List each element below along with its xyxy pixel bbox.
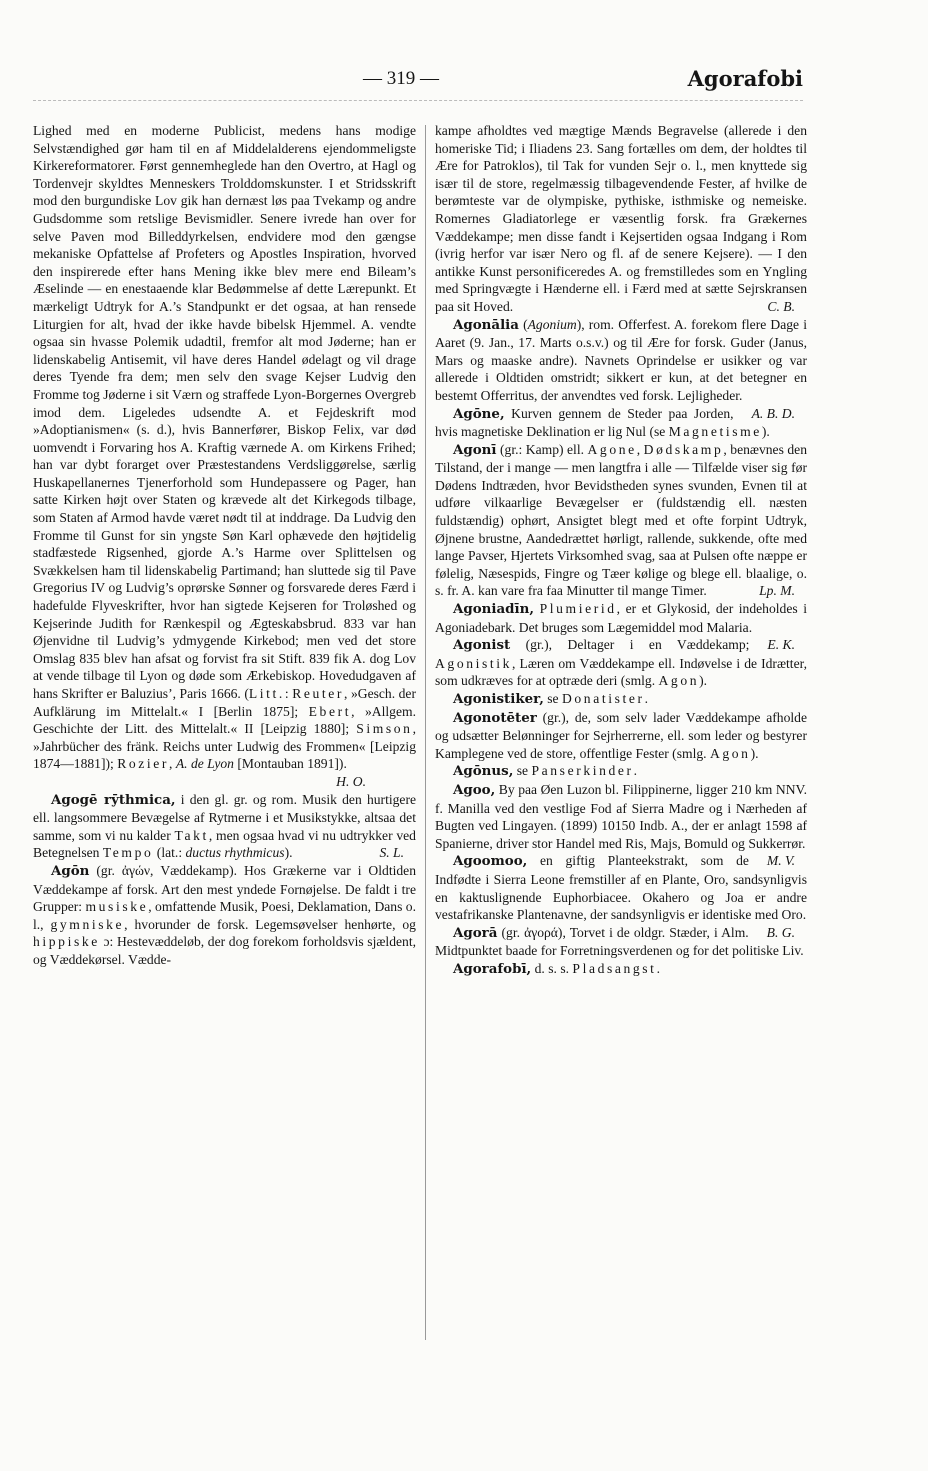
entry-text: (gr. ἀγορά), Torvet i de oldgr. Stæder, i Alm. Midtpunktet baade for Forretningsverdenen og for det politiske Liv. xyxy=(435,924,804,959)
entry-text: (gr. ἀγών, Væddekamp). Hos Grækerne var i Oldtiden Væddekampe af forsk. Art den mest yndede Fornøjelse. De faldt i tre Grupper: xyxy=(33,862,416,915)
entry-text: ). xyxy=(750,745,759,761)
column-divider xyxy=(425,125,426,1340)
spaced-term: musiske xyxy=(85,899,149,915)
italic-term: A. de Lyon xyxy=(175,756,234,772)
entry-text: , »Gesch. der Aufklärung im Mittelalt.« I [Berlin 1875]; xyxy=(33,686,416,719)
spaced-term: Plumierid xyxy=(539,601,617,617)
entry-signature: B. G. xyxy=(766,924,795,940)
spaced-term: gymniske xyxy=(50,916,125,932)
entry-headword: Agonist xyxy=(453,637,511,654)
entry-text: : xyxy=(284,686,293,701)
entry-headword: Agonistiker, xyxy=(453,691,544,707)
entry-signature: C. B. xyxy=(767,298,795,314)
entry-signature: E. K. xyxy=(767,637,795,653)
entry-signature: Lp. M. xyxy=(759,583,795,599)
entry-text: (gr.: Kamp) ell. xyxy=(496,441,588,457)
dictionary-entry xyxy=(435,762,807,781)
entry-text: [Montauban 1891]). xyxy=(233,756,347,772)
entry-text: ). xyxy=(284,845,293,861)
entry-agon xyxy=(33,862,416,969)
entry-text: (gr.), Deltager i en Væddekamp; xyxy=(510,637,750,653)
entry-text: ɔ: Hestevæddeløb, der dog forekom forholdsvis sjældent, og Væddekørsel. Vædde- xyxy=(33,934,416,967)
entry-headword: Agōn xyxy=(51,862,90,879)
spaced-term: Donatister xyxy=(561,691,645,706)
entry-text: , xyxy=(169,756,176,772)
spaced-term: hippiske xyxy=(33,934,100,950)
entry-text: , omfattende Musik, Poesi, Deklamation, Dans o. l., xyxy=(33,899,416,932)
spaced-term: Ebert xyxy=(308,703,352,719)
spaced-term: Agon xyxy=(658,673,700,689)
spaced-term: Reuter xyxy=(292,686,345,701)
entry-headword: Agoniadīn, xyxy=(453,601,535,618)
entry-headword: Agorafobī, xyxy=(453,960,532,977)
entry-headword: Agōnus, xyxy=(453,763,514,780)
entry-text: Lighed med en moderne Publicist, medens hans modige Selvstændighed gør ham til en af Middelalderens ejendommeligste Kirkereformatorer. Først gennemheglede han den Overtro, at Hagl og Tordenvejr skyldtes Menneskers Trolddomskunster. I et Stridsskrift mod den burgundiske Lov gik han dernæst løs paa Tvekamp og andre Gudsdomme som retslige Bevismidler. Senere ivrede han over for selve Paven mod Billeddyrkelsen, endvidere mod den gængse mekaniske Opfattelse af Profeters og Apostles Inspiration, hvorved den inspirerede efter hans Mening ikke blev mere end Bileam’s Æselinde — en enestaaende klar Bedømmelse af dette Lærepunkt. Et mærkeligt Udtryk for A.’s Standpunkt er det ogsaa, at han rensede Liturgien for alt, hvad der ikke havde bibelsk Hjemmel. A. vendte ogsaa sin hvasse Polemik udadtil, fremfor alt mod Jøderne; han er lidenskabelig Antisemit, vil have deres Handel ødelagt og vil drage deres Tyende fra dem; men selv den svage Kejser Ludvig den Fromme tog Jøderne i sit Værn og straffede Lyon-Borgernes Overgreb imod dem. Ligeledes udsendte A. et Fejdeskrift mod »Adoptianismen« (s. d.), hvis Bannerfører, Biskop Felix, var død uomvendt i Forvaring hos A. Kraftig værnede A. om Kirkens Frihed; han var dybt forarget over Præstestandens Verdsliggørelse, særlig Huskapellanernes Tjenerforhold som Hundepassere og Pager, han satte Kirken højt over Staten og krævede alt det Kirkegods tilbage, som Staten af Armod havde været nødt til at inddrage. Da Ludvig den Fromme til Gunst for sin yngste Søn Karl ophævede den højtidelig stadfæstede Rigsenhed, gjorde A.’s Harme over Splittelsen og Svækkelsen ham til lidenskabelig Partimand; han sluttede sig til Pave Gregorius IV og Ludvig’s oprørske Sønner og forsvarede deres Færd i hadefulde Flyveskrifter, hvor han sigtede Kejseren for Troløshed og Kejserinde Judith for Rænkespil og Ægteskabsbrud. 833 var han Øjenvidne til Ludvig’s ydmygende Kirkebod; men ved det store Omslag 835 blev han afsat og forvist fra sit Stift. 839 fik A. dog Lov at vende tilbage til Lyon og døde som Ærkebiskop. Hovedudgaven af hans Skrifter er Baluzius’, Paris 1666. ( xyxy=(33,123,416,701)
entry-text: , er et Glykosid, der indeholdes i Agoniadebark. Det bruges som Lægemiddel mod Malaria. xyxy=(435,601,807,635)
spaced-term: Simson xyxy=(356,721,413,737)
entry-body: kampe afholdtes ved mægtige Mænds Begravelse (allerede i den homeriske Tid; i Iliadens 23. Sang fortælles om dem, der holdtes til Ære for Patroklos), til Tak for vunden Sejr o. l., men knyttede sig især til de store, regelmæssig tilbagevendende Fester, af hvilke de berømteste var de olympiske, pythiske, isthmiske og nemeiske. Romernes Gladiatorlege er væsentlig forsk. fra Grækernes Væddekampe; men disse fandt i Kejsertiden ogsaa Indgang i Rom (ivrig herfor var især Nero og fl. af de senere Kejsere). — I den antikke Kunst personificeredes A. og fremstilledes som en Yngling med Springvægte i Hænderne ell. i Færd med at sætte Sejrskransen paa sit Hoved. xyxy=(435,123,807,314)
dictionary-entry xyxy=(435,441,807,600)
right-column xyxy=(435,122,807,979)
spaced-term: Panserkinder xyxy=(531,763,634,779)
entry-headword: Agonālia xyxy=(453,316,519,333)
entry-text: ( xyxy=(518,316,528,332)
entry-text: en giftig Planteekstrakt, som de Indfødte i Sierra Leone fremstiller af en Plante, Oro, sandsynligvis en kaktuslignende Euphorbiacee. Okahero og Joa er andre vestafrikanske Plantenavne, der sandsynligvis er identiske med Oro. xyxy=(435,853,807,923)
entry-text: By paa Øen Luzon bl. Filippinerne, ligger 210 km NNV. f. Manilla ved den vestlige Fod af Sierra Madre og i Nærheden af Bugten ved Lingayen. (1899) 10150 Indb. A., der er anlagt 1598 af Spanierne, driver stor Handel med Ris, Majs, Bomuld og Sukkerrør. xyxy=(435,781,807,851)
page-number: — 319 — xyxy=(363,68,439,89)
spaced-term: Magnetisme xyxy=(668,424,762,440)
entry-text: . xyxy=(633,763,638,779)
entry-text: se xyxy=(513,763,532,779)
dictionary-entry xyxy=(435,960,807,979)
entry-signature: M. V. xyxy=(766,853,795,869)
italic-term: ductus rhythmicus xyxy=(185,845,285,861)
page-header xyxy=(33,62,803,102)
entry-text: , »Jahrbücher des fränk. Reichs unter Ludwig des Frommen« [Leipzig 1874—1881]); xyxy=(33,721,416,772)
italic-term: Agonium xyxy=(527,316,577,332)
entry-headword: Agorā xyxy=(453,924,498,941)
entry-text: , men ogsaa hvad vi nu udtrykker ved Betegnelsen xyxy=(33,827,416,861)
entry-text: ). xyxy=(761,424,770,440)
spaced-term: Litt. xyxy=(248,686,285,701)
entry-text: , hvorunder de forsk. Legemsøvelser henhørte, og xyxy=(124,916,416,932)
spaced-term: Agon xyxy=(709,745,751,761)
entry-headword: Agonī xyxy=(453,441,497,458)
spaced-term: Pladsangst xyxy=(572,960,657,976)
dictionary-entry xyxy=(435,709,807,763)
entry-signature: A. B. D. xyxy=(751,405,795,421)
entry-text: , Læren om Væddekampe ell. Indøvelse i de Idrætter, som udkræves for at optræde deri (smlg. xyxy=(435,655,807,689)
continued-entry-text xyxy=(33,122,416,773)
spaced-term: Takt xyxy=(174,827,209,843)
continued-entry-text xyxy=(435,122,807,316)
entry-signature: H. O. xyxy=(336,773,366,789)
spaced-term: Agonistik xyxy=(435,655,513,671)
spaced-term: Agone xyxy=(587,441,637,457)
header-rule xyxy=(33,100,803,101)
running-headword: Agorafobi xyxy=(687,66,803,91)
entry-signature: S. L. xyxy=(379,845,404,861)
entry-agoge-rythmica xyxy=(33,791,416,862)
entry-headword: Agogē rȳthmica, xyxy=(51,791,176,808)
entry-headword: Agoo, xyxy=(453,781,496,798)
entry-text: . xyxy=(656,960,660,976)
entry-text: . xyxy=(644,691,649,706)
left-column xyxy=(33,122,416,969)
spaced-term: Rozier xyxy=(117,756,170,772)
entry-headword: Agoomoo, xyxy=(453,853,528,870)
entry-text: (gr.), de, som selv lader Væddekampe afholde og udsætter Belønninger for Sejrherrerne, ell. som leder og bestyrer Kamplegene ved de store, offentlige Fester (smlg. xyxy=(435,709,807,761)
entry-text: , benævnes den Tilstand, der i mange — men langtfra i alle — Tilfælde viser sig før Dødens Indtræden, hvor Bevidstheden synes svunden, Evnen til at udføre vilkaarlige Bevægelser er (fuldstændig ell. næsten fuldstændig) ophørt, Ansigtet blegt med et ofte forpint Udtryk, Øjnene brustne, Aandedrættet hørligt, rallende, sukkende, ofte med lange Pavser, Hjertets Virksomhed svag, saa at Pulsen ofte næppe er følelig, Næsespids, Fingre og Tæer kølige og blege ell. blaalige, o. s. fr. A. kan vare fra faa Minutter til mange Timer. xyxy=(435,441,808,599)
entry-text: d. s. s. xyxy=(531,960,573,976)
entry-text: se xyxy=(543,691,562,706)
entry-headword: Agonotēter xyxy=(453,709,537,726)
spaced-term: Dødskamp xyxy=(643,441,724,457)
entry-text: Kurven gennem de Steder paa Jorden, hvis magnetiske Deklination er lig Nul (se xyxy=(435,405,734,440)
dictionary-entry xyxy=(435,690,807,709)
entry-text: , xyxy=(636,441,644,457)
entry-text: , »Allgem. Geschichte der Litt. des Mittelalt.« II [Leipzig 1880]; xyxy=(33,703,416,737)
spaced-term: Tempo xyxy=(102,845,154,861)
entry-text: i den gl. gr. og rom. Musik den hurtigere ell. langsommere Bevægelse af Rytmerne i et Musikstykke, altsaa det samme, som vi nu kalder xyxy=(33,791,417,843)
entry-headword: Agōne, xyxy=(453,405,505,422)
entry-text: ), rom. Offerfest. A. forekom flere Dage i Aaret (9. Jan., 17. Marts o.s.v.) og til Ære for forsk. Guder (Janus, Mars og maaske andre). Navnets Oprindelse er usikker og var allerede i Oldtiden omstridt; sikkert er kun, at det betegner en bestemt Offerritus, der anvendtes ved forsk. Lejligheder. xyxy=(435,316,807,403)
entry-text: ). xyxy=(699,673,708,689)
entry-text: (lat.: xyxy=(153,845,186,861)
